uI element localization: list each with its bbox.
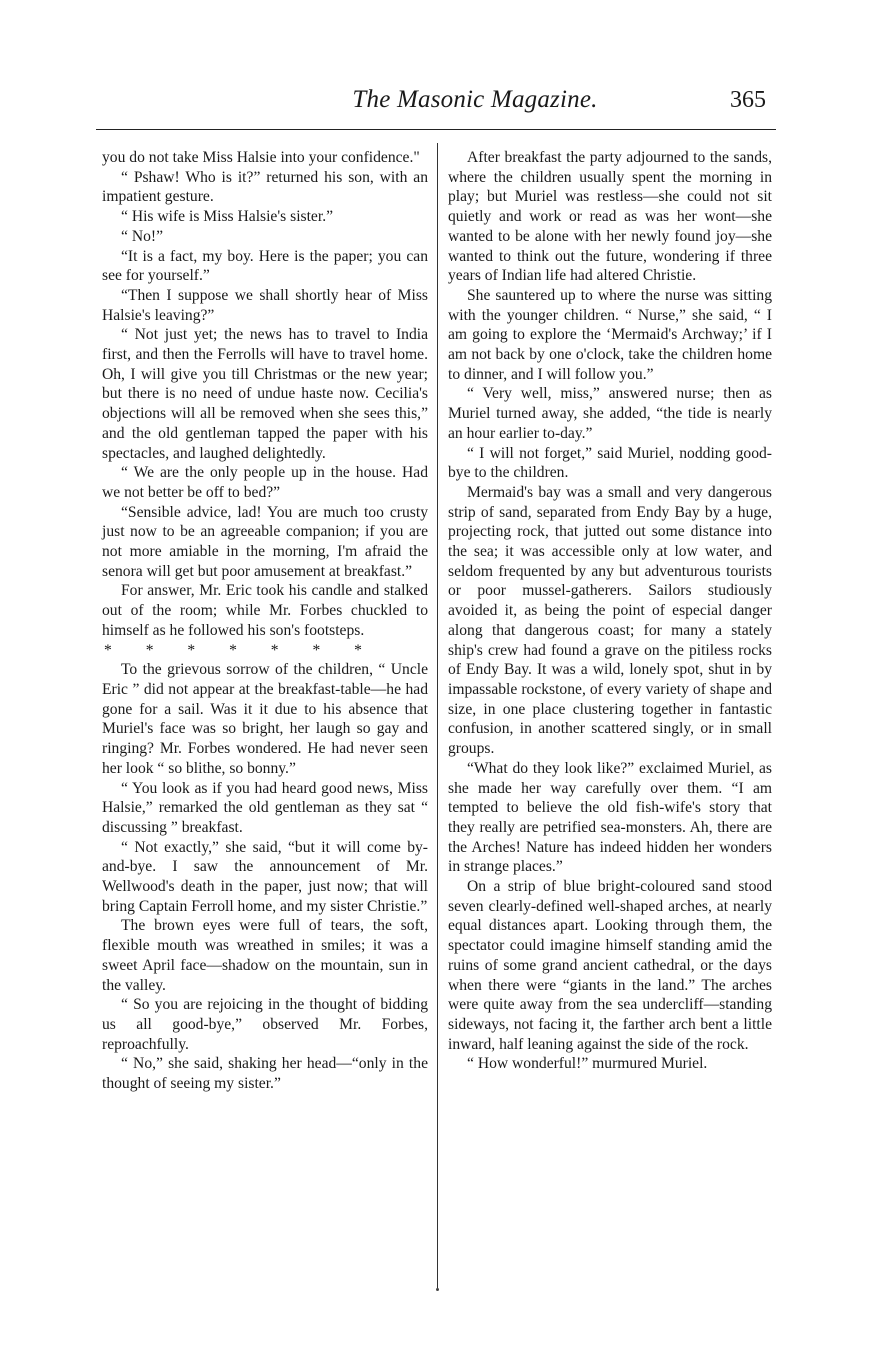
page-number: 365 (730, 87, 766, 113)
paragraph: “ How wonderful!” murmured Muriel. (467, 1055, 708, 1073)
paragraph: “ His wife is Miss Halsie's sister.” (121, 208, 334, 226)
section-break-stars: * * * * * * * (104, 641, 362, 659)
paragraph: you do not take Miss Halsie into your confidence." (102, 149, 420, 166)
paragraph: “ Not exactly,” she said, “but it will come by-and-bye. I saw the announcement of Mr. Wellwood's death in the paper, just now; that will bring Captain Ferroll home, and my sister Christie.” (102, 838, 428, 915)
column-divider (437, 143, 438, 1288)
paragraph: Mermaid's bay was a small and very dangerous strip of sand, separated from Endy Bay by a huge, projecting rock, that jutted out some distance into the sea; it was accessible only at low water, and seldom frequented by any but adventurous tourists or poor mussel-gatherers. Sailors studiously avoided it, as being the point of especial danger along that dangerous coast; for many a stately ship's crew had found a grave on the pitiless rocks of Endy Bay. It was a wild, lonely spot, shut in by impassable rockstone, of every variety of shape and size, in one place clustering together in fantastic confusion, in another scattered singly, or in small groups. (448, 483, 772, 758)
paragraph: On a strip of blue bright-coloured sand stood seven clearly-defined well-shaped arches, at nearly equal distances apart. Looking through them, the spectator could imagine himself standing amid the ruins of some grand ancient cathedral, or the days when there were “giants in the land.” The arches were quite away from the sea undercliff—standing sideways, not facing it, the farther arch bent a little inward, half leaning against the side of the rock. (448, 878, 772, 1053)
header-rule (96, 129, 776, 130)
left-column (102, 148, 428, 1094)
paragraph: For answer, Mr. Eric took his candle and stalked out of the room; while Mr. Forbes chuckled to himself as he followed his son's footsteps. (102, 582, 428, 639)
paragraph: “ Very well, miss,” answered nurse; then as Muriel turned away, she added, “the tide is nearly an hour earlier to-day.” (448, 385, 772, 442)
paragraph: “ You look as if you had heard good news, Miss Halsie,” remarked the old gentleman as they sat “ discussing ” breakfast. (102, 779, 428, 836)
magazine-title: The Masonic Magazine. (352, 86, 598, 113)
paragraph: “ We are the only people up in the house. Had we not better be off to bed?” (102, 464, 428, 501)
paragraph: The brown eyes were full of tears, the soft, flexible mouth was wreathed in smiles; it was a sweet April face—shadow on the mountain, sun in the valley. (102, 917, 428, 994)
paragraph: She sauntered up to where the nurse was sitting with the younger children. “ Nurse,” she said, “ I am going to explore the ‘Mermaid's Archway;’ if I am not back by one o'clock, take the children home to dinner, and I will follow you.” (448, 286, 772, 383)
paragraph: “ I will not forget,” said Muriel, nodding good-bye to the children. (448, 444, 772, 482)
paragraph: “ Not just yet; the news has to travel to India first, and then the Ferrolls will have to travel home. Oh, I will give you till Christmas or the new year; but there is no need of undue haste now. Cecilia's objections will all be removed when she sees this,” and the old gentleman tapped the paper with his spectacles, and laughed delightedly. (102, 326, 428, 462)
paragraph: “ So you are rejoicing in the thought of bidding us all good-bye,” observed Mr. Forbes, reproachfully. (102, 996, 428, 1053)
right-column (448, 148, 772, 1074)
paragraph: “It is a fact, my boy. Here is the paper; you can see for yourself.” (102, 247, 428, 285)
running-head (90, 86, 780, 126)
paragraph: “Sensible advice, lad! You are much too crusty just now to be an agreeable companion; if you are not more amiable in the morning, I'm afraid the senora will get but poor amusement at breakfast.” (102, 503, 428, 580)
paragraph: To the grievous sorrow of the children, “ Uncle Eric ” did not appear at the breakfast-table—he had gone for a sail. Was it it due to his absence that Muriel's face was so bright, her laugh so gay and ringing? Mr. Forbes wondered. He had never seen her look “ so blithe, so bonny.” (102, 661, 428, 777)
bottom-ornament-dot (436, 1288, 439, 1291)
paragraph: “ Pshaw! Who is it?” returned his son, with an impatient gesture. (102, 168, 428, 206)
paragraph: “ No!” (121, 227, 163, 245)
paragraph: “ No,” she said, shaking her head—“only in the thought of seeing my sister.” (102, 1055, 428, 1093)
paragraph: After breakfast the party adjourned to the sands, where the children usually spent the morning in play; but Muriel was restless—she could not sit quietly and work or read as was her wont—she wanted to be alone with her newly found joy—she wanted to think out the future, wondering if three years of Indian life had altered Christie. (448, 149, 772, 285)
paragraph: “Then I suppose we shall shortly hear of Miss Halsie's leaving?” (102, 286, 428, 324)
paragraph: “What do they look like?” exclaimed Muriel, as she made her way carefully over them. “I am tempted to believe the old fish-wife's story that they really are petrified sea-monsters. Ah, there are the Arches! Nature has indeed hidden her wonders in strange places.” (448, 759, 772, 876)
